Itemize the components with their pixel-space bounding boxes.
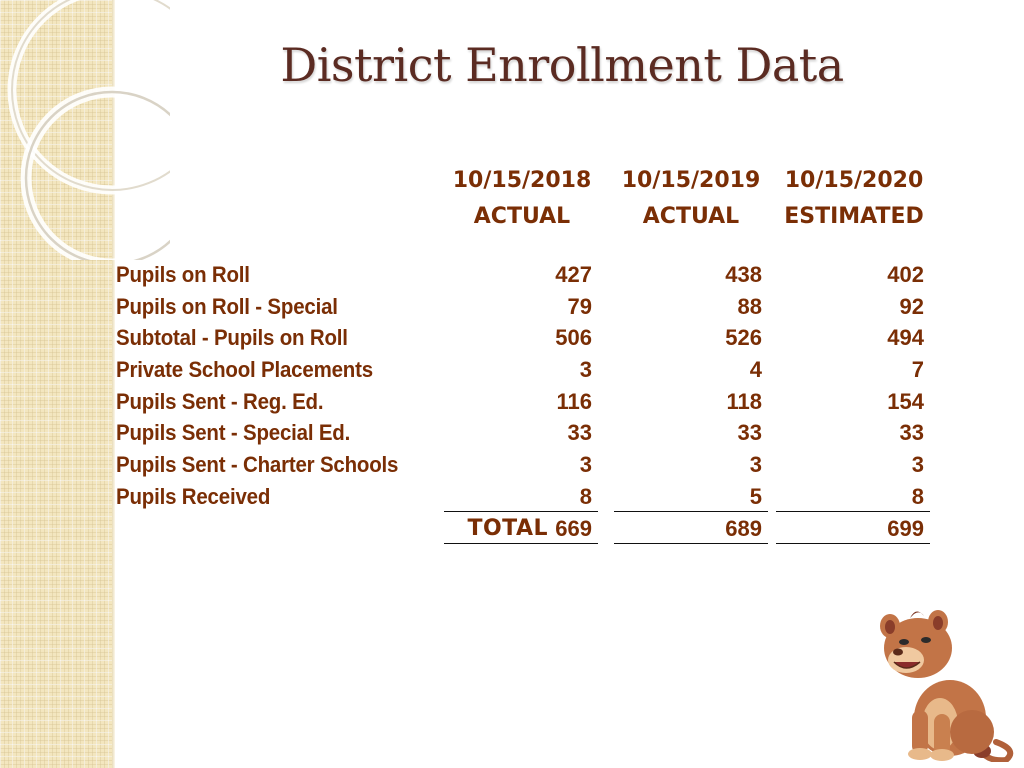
value-2019: 4 [749,357,762,383]
value-2020: 494 [887,325,924,351]
row-label: Pupils on Roll - Special [116,293,338,319]
table-row [116,259,936,291]
table-row [116,481,936,513]
total-label: TOTAL [467,515,548,541]
column-header-date: 10/15/2019 [621,168,761,193]
value-2018: 506 [555,325,592,351]
value-2018: 3 [579,452,592,478]
value-2018: 8 [579,483,592,509]
value-2018: 33 [567,420,592,446]
row-label: Private School Placements [116,357,373,383]
total-bottom-rule [776,543,930,544]
enrollment-table [116,259,936,544]
value-2020: 8 [911,483,924,509]
row-label: Pupils on Roll [116,262,250,287]
table-row [116,417,936,449]
value-2018: 116 [556,388,592,414]
value-2018: 427 [555,262,592,287]
total-top-rule [776,511,930,512]
total-top-rule [444,511,598,512]
row-label: Pupils Sent - Charter Schools [116,452,399,478]
value-2019: 3 [749,452,762,478]
column-header-kind: ACTUAL [642,204,740,229]
value-2019: 5 [749,483,762,509]
total-2020: 699 [887,515,924,541]
total-bottom-rule [614,543,768,544]
value-2020: 154 [887,388,924,414]
row-label: Pupils Sent - Reg. Ed. [116,388,324,414]
row-label: Pupils Received [116,483,271,509]
column-header-date: 10/15/2018 [452,168,592,193]
table-row [116,291,936,323]
column-header-2020 [778,163,930,235]
total-2019: 689 [725,515,762,541]
value-2020: 3 [911,452,924,478]
total-bottom-rule [444,543,598,544]
value-2020: 33 [899,420,924,446]
cartoon-lion-cub-icon [868,600,1024,762]
table-row [116,322,936,354]
value-2019: 118 [726,388,762,414]
total-2018: 669 [555,515,592,541]
table-row [116,354,936,386]
row-label: Subtotal - Pupils on Roll [116,325,348,351]
value-2019: 438 [725,262,762,287]
value-2019: 88 [737,293,762,319]
total-row [116,513,936,545]
value-2018: 79 [567,293,592,319]
value-2020: 7 [911,357,924,383]
column-header-2018 [446,163,598,235]
total-top-rule [614,511,768,512]
value-2019: 33 [737,420,762,446]
column-header-date: 10/15/2020 [784,168,924,193]
column-header-kind: ESTIMATED [784,204,924,229]
row-label: Pupils Sent - Special Ed. [116,420,351,446]
value-2020: 402 [887,262,924,287]
column-header-kind: ACTUAL [473,204,571,229]
page-title: District Enrollment Data [280,38,844,92]
column-header-2019 [615,163,767,235]
value-2018: 3 [579,357,592,383]
table-row [116,386,936,418]
value-2019: 526 [725,325,762,351]
table-row [116,449,936,481]
value-2020: 92 [899,293,924,319]
